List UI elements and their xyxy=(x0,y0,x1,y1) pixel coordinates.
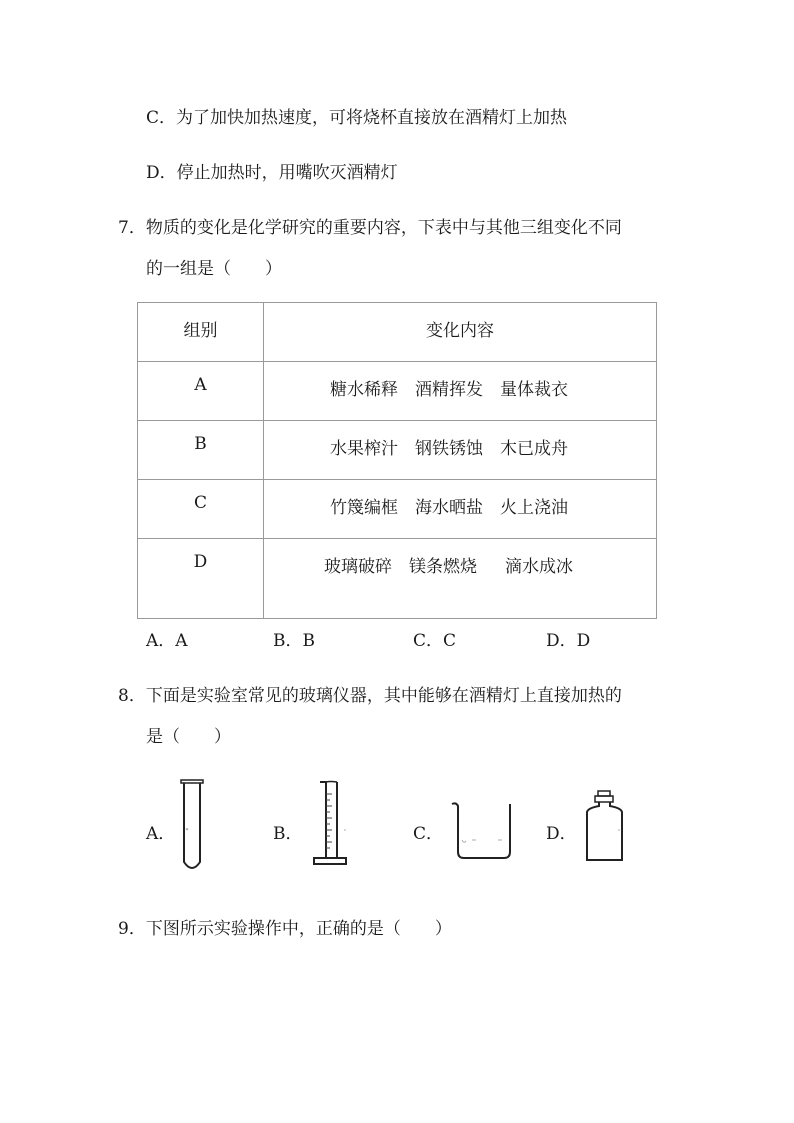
change-item: 酒精挥发 xyxy=(415,380,483,400)
content-cell xyxy=(264,362,657,421)
reagent-bottle-icon xyxy=(584,790,626,864)
beaker-icon xyxy=(448,800,518,862)
content-cell xyxy=(264,421,657,480)
change-item: 火上浇油 xyxy=(500,498,568,518)
q7-option-c: C．C xyxy=(413,631,457,651)
change-item: 竹篾编框 xyxy=(330,498,398,518)
option-d-line: D．停止加热时，用嘴吹灭酒精灯 xyxy=(146,163,398,183)
question-7-stem: 7．物质的变化是化学研究的重要内容，下表中与其他三组变化不同 xyxy=(118,218,622,238)
change-table xyxy=(137,302,657,619)
change-item: 海水晒盐 xyxy=(415,498,483,518)
group-cell: C xyxy=(138,480,264,539)
question-8-stem-cont: 是（ ） xyxy=(146,727,231,747)
content-cell xyxy=(264,539,657,619)
header-content: 变化内容 xyxy=(264,303,657,362)
q7-option-d: D．D xyxy=(546,631,591,651)
question-7-stem-cont: 的一组是（ ） xyxy=(146,259,282,279)
table-row xyxy=(138,539,657,619)
change-item: 木已成舟 xyxy=(500,439,568,459)
q7-option-b: B．B xyxy=(273,631,315,651)
table-row xyxy=(138,480,657,539)
q8-option-a-label: A． xyxy=(146,824,176,844)
change-item: 糖水稀释 xyxy=(330,380,398,400)
group-cell: B xyxy=(138,421,264,480)
change-item: 玻璃破碎 xyxy=(324,557,392,577)
table-row xyxy=(138,362,657,421)
change-item: 水果榨汁 xyxy=(330,439,398,459)
group-cell: D xyxy=(138,539,264,619)
table-row xyxy=(138,421,657,480)
header-group: 组别 xyxy=(138,303,264,362)
question-8-stem: 8．下面是实验室常见的玻璃仪器，其中能够在酒精灯上直接加热的 xyxy=(118,686,622,706)
change-item: 量体裁衣 xyxy=(500,380,568,400)
change-item: 镁条燃烧 xyxy=(409,557,477,577)
q8-option-b-label: B． xyxy=(273,824,303,844)
q8-option-c-label: C． xyxy=(413,824,444,844)
table-header-row xyxy=(138,303,657,362)
question-9-stem: 9．下图所示实验操作中，正确的是（ ） xyxy=(118,919,452,939)
change-item: 钢铁锈蚀 xyxy=(415,439,483,459)
group-cell: A xyxy=(138,362,264,421)
test-tube-icon xyxy=(178,778,206,874)
content-cell xyxy=(264,480,657,539)
change-item: 滴水成冰 xyxy=(505,557,573,577)
q8-option-d-label: D． xyxy=(546,824,577,844)
option-c-line: C．为了加快加热速度，可将烧杯直接放在酒精灯上加热 xyxy=(146,108,568,128)
graduated-cylinder-icon xyxy=(310,780,352,870)
q7-option-a: A．A xyxy=(146,631,188,651)
